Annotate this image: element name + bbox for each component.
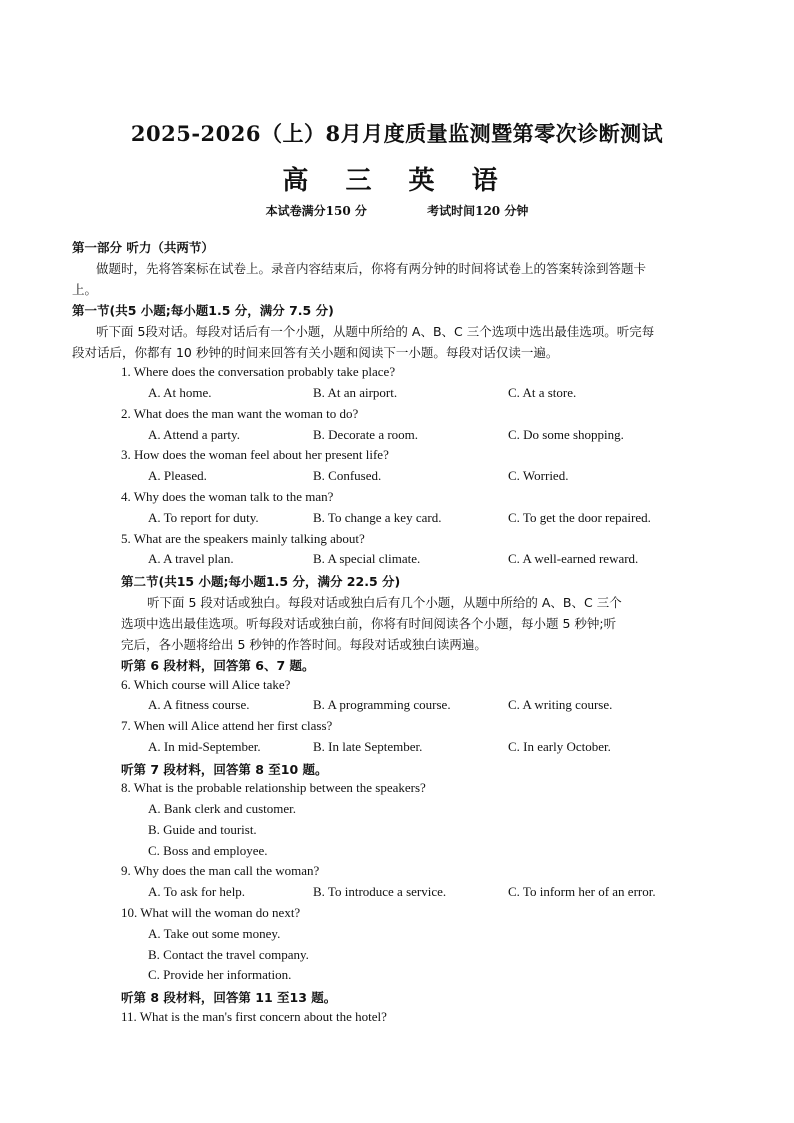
question-stem: 2. What does the man want the woman to do? [121, 406, 359, 421]
option-a: A. At home. [148, 385, 212, 400]
option-c: C. Provide her information. [148, 967, 292, 982]
question-stem: 6. Which course will Alice take? [121, 677, 291, 692]
part1-heading: 第一部分 听力（共两节） [72, 240, 214, 255]
question-stem: 8. What is the probable relationship between the speakers? [121, 780, 426, 795]
question-stem: 9. Why does the man call the woman? [121, 863, 320, 878]
option-a: A. In mid-September. [148, 739, 261, 754]
question-stem: 7. When will Alice attend her first class? [121, 718, 333, 733]
option-b: B. At an airport. [313, 385, 398, 400]
material-label: 听第 7 段材料，回答第 8 至10 题。 [121, 762, 328, 777]
option-c: C. At a store. [508, 385, 577, 400]
section1-intro-line2: 段对话后，你都有 10 秒钟的时间来回答有关小题和阅读下一小题。每段对话仅读一遍。 [72, 345, 559, 360]
option-a: A. To ask for help. [148, 884, 246, 899]
option-b: B. Confused. [313, 468, 382, 483]
option-a: A. Pleased. [148, 468, 207, 483]
exam-time: 考试时间120 分钟 [427, 204, 529, 218]
option-b: B. A programming course. [313, 697, 451, 712]
question-stem: 11. What is the man's first concern about the hotel? [121, 1009, 387, 1024]
option-b: B. In late September. [313, 739, 423, 754]
option-b: B. Decorate a room. [313, 427, 419, 442]
option-b: B. To change a key card. [313, 510, 442, 525]
material-label: 听第 6 段材料，回答第 6、7 题。 [121, 658, 315, 673]
option-a: A. To report for duty. [148, 510, 259, 525]
option-c: C. A writing course. [508, 697, 613, 712]
question-stem: 4. Why does the woman talk to the man? [121, 489, 334, 504]
exam-meta [0, 202, 794, 219]
section1-intro-line1: 听下面 5段对话。每段对话后有一个小题，从题中所给的 A、B、C 三个选项中选出最佳选项。听完每 [96, 324, 655, 339]
option-a: A. A fitness course. [148, 697, 250, 712]
part1-intro-line1: 做题时，先将答案标在试卷上。录音内容结束后，你将有两分钟的时间将试卷上的答案转涂到答题卡 [96, 261, 647, 276]
section2-intro-line3: 完后，各小题将给出 5 秒钟的作答时间。每段对话或独白读两遍。 [121, 637, 487, 652]
material-label: 听第 8 段材料，回答第 11 至13 题。 [121, 990, 337, 1005]
option-a: A. Attend a party. [148, 427, 240, 442]
section2-intro-line2: 选项中选出最佳选项。听每段对话或独白前，你将有时间阅读各个小题，每小题 5 秒钟;听 [121, 616, 617, 631]
option-b: B. A special climate. [313, 551, 421, 566]
section1-heading: 第一节(共5 小题;每小题1.5 分，满分 7.5 分) [72, 303, 334, 318]
option-c: C. In early October. [508, 739, 611, 754]
option-c: C. A well-earned reward. [508, 551, 639, 566]
question-stem: 1. Where does the conversation probably take place? [121, 364, 396, 379]
question-stem: 3. How does the woman feel about her present life? [121, 447, 389, 462]
subject-title: 高 三 英 语 [282, 166, 512, 196]
option-a: A. Bank clerk and customer. [148, 801, 297, 816]
option-a: A. Take out some money. [148, 926, 281, 941]
section2-heading: 第二节(共15 小题;每小题1.5 分，满分 22.5 分) [121, 574, 401, 589]
option-b: B. Contact the travel company. [148, 947, 309, 962]
option-c: C. Worried. [508, 468, 569, 483]
option-c: C. To inform her of an error. [508, 884, 656, 899]
exam-title: 2025-2026（上）8月月度质量监测暨第零次诊断测试 [130, 121, 664, 146]
option-b: B. To introduce a service. [313, 884, 447, 899]
option-b: B. Guide and tourist. [148, 822, 257, 837]
part1-intro-line2: 上。 [72, 282, 98, 297]
option-a: A. A travel plan. [148, 551, 234, 566]
option-c: C. To get the door repaired. [508, 510, 651, 525]
section2-intro-line1: 听下面 5 段对话或独白。每段对话或独白后有几个小题，从题中所给的 A、B、C 三个 [147, 595, 622, 610]
question-stem: 5. What are the speakers mainly talking about? [121, 531, 365, 546]
question-stem: 10. What will the woman do next? [121, 905, 301, 920]
option-c: C. Boss and employee. [148, 843, 268, 858]
option-c: C. Do some shopping. [508, 427, 624, 442]
full-score: 本试卷满分150 分 [265, 204, 367, 218]
